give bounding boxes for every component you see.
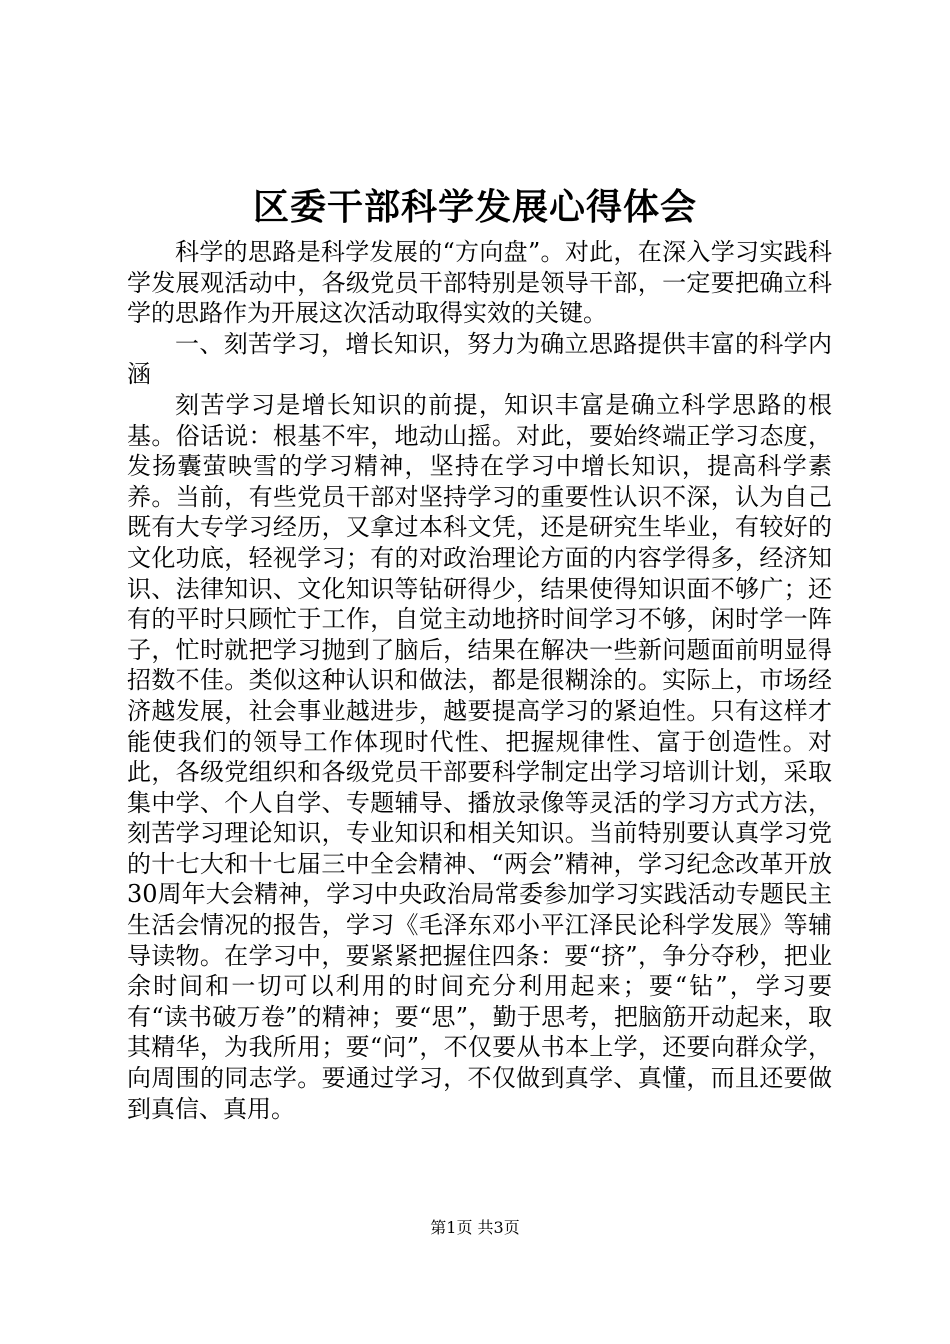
paragraph-study: 刻苦学习是增长知识的前提，知识丰富是确立科学思路的根基。俗话说：根基不牢，地动山摇。对此，要始终端正学习态度，发扬囊萤映雪的学习精神，坚持在学习中增长知识，提高科学素养。当前，有些党员干部对坚持学习的重要性认识不深，认为自己既有大专学习经历，又拿过本科文凭，还是研究生毕业，有较好的文化功底，轻视学习；有的对政治理论方面的内容学得多，经济知识、法律知识、文化知识等钻研得少，结果使得知识面不够广；还有的平时只顾忙于工作，自觉主动地挤时间学习不够，闲时学一阵子，忙时就把学习抛到了脑后，结果在解决一些新问题面前明显得招数不佳。类似这种认识和做法，都是很糊涂的。实际上，市场经济越发展，社会事业越进步，越要提高学习的紧迫性。只有这样才能使我们的领导工作体现时代性、把握规律性、富于创造性。对此，各级党组织和各级党员干部要科学制定出学习培训计划，采取集中学、个人自学、专题辅导、播放录像等灵活的学习方式方法，刻苦学习理论知识，专业知识和相关知识。当前特别要认真学习党的十七大和十七届三中全会精神、“两会”精神，学习纪念改革开放30周年大会精神，学习中央政治局常委参加学习实践活动专题民主生活会情况的报告，学习《毛泽东邓小平江泽民论科学发展》等辅导读物。在学习中，要紧紧把握住四条：要“挤”，争分夺秒，把业余时间和一切可以利用的时间充分利用起来；要“钻”，学习要有“读书破万卷”的精神；要“思”，勤于思考，把脑筋开动起来，取其精华，为我所用；要“问”，不仅要从书本上学，还要向群众学，向周围的同志学。要通过学习，不仅做到真学、真懂，而且还要做到真信、真用。 bbox=[127, 390, 832, 1123]
section-heading: 一、刻苦学习，增长知识，努力为确立思路提供丰富的科学内涵 bbox=[127, 329, 832, 389]
document-body bbox=[127, 237, 832, 1124]
page-number: 第1页 共3页 bbox=[430, 1218, 520, 1237]
document-title: 区委干部科学发展心得体会 bbox=[252, 187, 697, 228]
paragraph-intro: 科学的思路是科学发展的“方向盘”。对此，在深入学习实践科学发展观活动中，各级党员干部特别是领导干部，一定要把确立科学的思路作为开展这次活动取得实效的关键。 bbox=[127, 238, 832, 328]
